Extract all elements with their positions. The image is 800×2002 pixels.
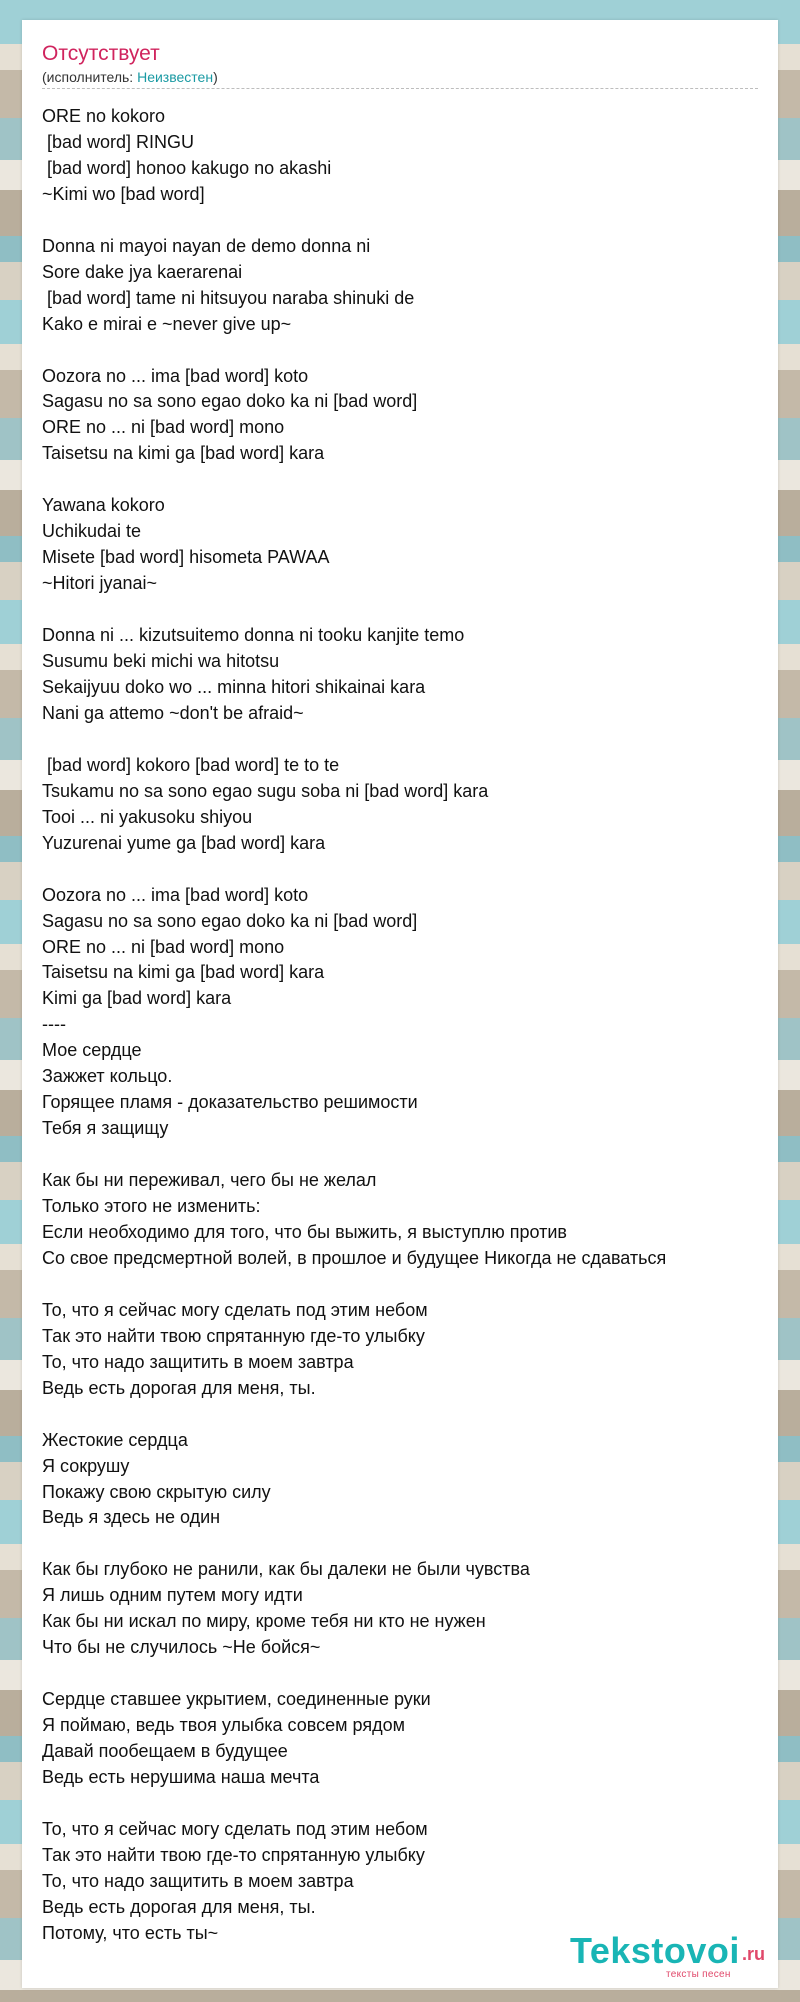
lyric-line: Зажжет кольцо. bbox=[42, 1066, 173, 1087]
lyric-line: Tooi ... ni yakusoku shiyou bbox=[42, 806, 253, 827]
lyric-line: ORE no ... ni [bad word] mono bbox=[42, 417, 285, 438]
lyric-line: Taisetsu na kimi ga [bad word] kara bbox=[42, 443, 325, 464]
lyric-line: Taisetsu na kimi ga [bad word] kara bbox=[42, 962, 325, 983]
artist-prefix: (исполнитель: bbox=[42, 69, 138, 85]
lyric-line: Tsukamu no sa sono egao sugu soba ni [bad word] kara bbox=[42, 780, 489, 801]
lyric-line: Ведь я здесь не один bbox=[42, 1507, 221, 1528]
lyric-line: Ведь есть нерушима наша мечта bbox=[42, 1767, 320, 1787]
lyric-line: Как бы ни искал по миру, кроме тебя ни кто не нужен bbox=[42, 1611, 486, 1632]
lyric-line: То, что я сейчас могу сделать под этим небом bbox=[42, 1299, 428, 1320]
logo-tld: .ru bbox=[742, 1944, 766, 1964]
lyric-line: ~Kimi wo [bad word] bbox=[42, 183, 205, 204]
lyric-line: [bad word] kokoro [bad word] te to te bbox=[42, 754, 340, 775]
lyric-line: Давай пообещаем в будущее bbox=[42, 1741, 288, 1762]
lyric-line: ORE no ... ni [bad word] mono bbox=[42, 936, 285, 957]
lyric-line: Сердце ставшее укрытием, соединенные руки bbox=[42, 1689, 431, 1710]
lyric-line: Жестокие сердца bbox=[42, 1429, 188, 1450]
lyric-line: Sekaijyuu doko wo ... minna hitori shikainai kara bbox=[42, 676, 426, 697]
lyric-line: То, что я сейчас могу сделать под этим небом bbox=[42, 1818, 428, 1839]
song-title: Отсутствует bbox=[42, 42, 160, 65]
lyric-line: [bad word] honoo kakugo no akashi bbox=[42, 157, 332, 178]
artist-line bbox=[42, 68, 758, 89]
lyric-line: Oozora no ... ima [bad word] koto bbox=[42, 884, 309, 905]
artist-suffix: ) bbox=[213, 69, 218, 85]
lyric-line: Покажу свою скрытую силу bbox=[42, 1481, 271, 1502]
lyric-line: Kimi ga [bad word] kara bbox=[42, 988, 232, 1009]
lyric-line: Ведь есть дорогая для меня, ты. bbox=[42, 1896, 316, 1917]
lyric-line: Тебя я защищу bbox=[42, 1118, 169, 1139]
lyric-line: Misete [bad word] hisometa PAWAA bbox=[42, 547, 330, 568]
lyric-line: [bad word] tame ni hitsuyou naraba shinuki de bbox=[42, 287, 415, 308]
lyric-line: Со свое предсмертной волей, в прошлое и будущее Никогда не сдаваться bbox=[42, 1247, 667, 1268]
lyric-line: То, что надо защитить в моем завтра bbox=[42, 1870, 354, 1891]
lyric-line: Donna ni mayoi nayan de demo donna ni bbox=[42, 235, 371, 256]
lyric-line: Donna ni ... kizutsuitemo donna ni tooku kanjite temo bbox=[42, 625, 465, 646]
lyric-line: Nani ga attemo ~don't be afraid~ bbox=[42, 702, 304, 723]
lyric-line: ~Hitori jyanai~ bbox=[42, 573, 158, 594]
artist-link[interactable]: Неизвестен bbox=[137, 69, 214, 85]
logo-name: Tekstovoi bbox=[570, 1930, 740, 1971]
lyric-line: Yuzurenai yume ga [bad word] kara bbox=[42, 832, 326, 853]
lyric-line: Что бы не случилось ~Не бойся~ bbox=[42, 1637, 321, 1658]
lyric-line: Только этого не изменить: bbox=[42, 1196, 261, 1217]
lyric-line: Мое сердце bbox=[42, 1040, 142, 1061]
lyric-line: Sagasu no sa sono egao doko ka ni [bad word] bbox=[42, 910, 418, 931]
lyric-line: ---- bbox=[42, 1014, 66, 1035]
lyric-line: Ведь есть дорогая для меня, ты. bbox=[42, 1377, 316, 1398]
lyrics-card bbox=[22, 20, 778, 1988]
lyric-line: Kako e mirai e ~never give up~ bbox=[42, 313, 292, 334]
lyric-line: Uchikudai te bbox=[42, 521, 142, 542]
song-header bbox=[42, 40, 758, 89]
lyric-line: Если необходимо для того, что бы выжить, я выступлю против bbox=[42, 1221, 567, 1242]
lyric-line: Я поймаю, ведь твоя улыбка совсем рядом bbox=[42, 1715, 405, 1736]
lyric-line: Как бы глубоко не ранили, как бы далеки не были чувства bbox=[42, 1559, 530, 1580]
lyric-line: Sore dake jya kaerarenai bbox=[42, 261, 243, 282]
lyric-line: То, что надо защитить в моем завтра bbox=[42, 1351, 354, 1372]
lyric-line: [bad word] RINGU bbox=[42, 131, 195, 152]
lyric-line: Так это найти твою где-то спрятанную улыбку bbox=[42, 1844, 425, 1865]
lyric-line: Горящее пламя - доказательство решимости bbox=[42, 1092, 418, 1113]
lyric-line: Потому, что есть ты~ bbox=[42, 1922, 219, 1943]
lyrics-text bbox=[42, 104, 766, 1947]
lyric-line: Yawana kokoro bbox=[42, 495, 165, 516]
lyric-line: Так это найти твою спрятанную где-то улыбку bbox=[42, 1325, 425, 1346]
lyric-line: Susumu beki michi wa hitotsu bbox=[42, 651, 280, 672]
lyric-line: Я сокрушу bbox=[42, 1455, 130, 1476]
lyric-line: Oozora no ... ima [bad word] koto bbox=[42, 365, 309, 386]
lyric-line: Как бы ни переживал, чего бы не желал bbox=[42, 1170, 377, 1191]
lyric-line: Я лишь одним путем могу идти bbox=[42, 1585, 303, 1606]
logo-tagline: тексты песен bbox=[666, 1969, 731, 1980]
lyric-line: ORE no kokoro bbox=[42, 106, 166, 126]
lyric-line: Sagasu no sa sono egao doko ka ni [bad word] bbox=[42, 391, 418, 412]
site-logo[interactable] bbox=[570, 1932, 778, 1978]
